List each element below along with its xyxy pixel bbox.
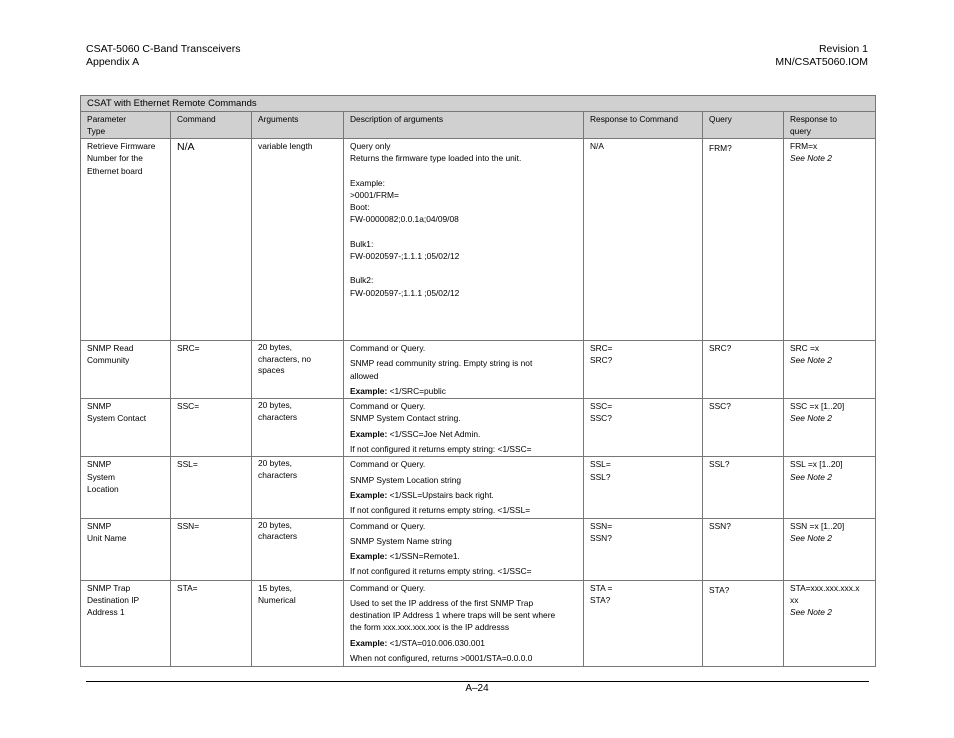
parameter-type-cell: Retrieve Firmware Number for the Ethernet board: [81, 139, 171, 341]
command-cell: N/A: [171, 139, 252, 341]
table-header-row: [81, 112, 876, 139]
response-to-command-cell: SSC= SSC?: [584, 399, 703, 457]
table-title: CSAT with Ethernet Remote Commands: [81, 96, 876, 112]
description-cell: Command or Query. SNMP System Contact string. Example: <1/SSC=Joe Net Admin. If not configured it returns empty string: <1/SSC=: [344, 399, 584, 457]
command-cell: SSL=: [171, 457, 252, 518]
command-cell: STA=: [171, 580, 252, 666]
arguments-cell: 20 bytes, characters: [252, 518, 344, 580]
page-number: A–24: [465, 683, 489, 694]
parameter-type-cell: SNMP System Contact: [81, 399, 171, 457]
revision-label: Revision 1: [818, 43, 868, 55]
parameter-type-cell: SNMP Read Community: [81, 341, 171, 399]
note-reference: See Note 2: [790, 607, 832, 618]
response-to-command-cell: SSN= SSN?: [584, 518, 703, 580]
response-to-command-cell: STA = STA?: [584, 580, 703, 666]
command-cell: SSC=: [171, 399, 252, 457]
remote-commands-table: [80, 95, 876, 667]
query-cell: SRC?: [703, 341, 784, 399]
page-header-right: [775, 43, 868, 68]
column-header-description: Description of arguments: [344, 112, 584, 139]
document-number: MN/CSAT5060.IOM: [775, 55, 868, 68]
note-reference: See Note 2: [790, 471, 832, 482]
column-header-response-to-query: Response to query: [784, 112, 876, 139]
table-row: [81, 580, 876, 666]
note-reference: See Note 2: [790, 532, 832, 543]
description-cell: Query only Returns the firmware type loaded into the unit. Example: >0001/FRM= Boot: FW-0000082;0.0.1a;04/09/08 Bulk1: FW-0020597-;1.1.1 ;05/02/12 Bulk2: FW-0020597-;1.1.1 ;05/02/12: [344, 139, 584, 341]
arguments-cell: 20 bytes, characters: [252, 457, 344, 518]
note-reference: See Note 2: [790, 153, 832, 164]
query-cell: FRM?: [703, 139, 784, 341]
note-reference: See Note 2: [790, 355, 832, 366]
footer-divider: [86, 681, 869, 682]
note-reference: See Note 2: [790, 413, 832, 424]
response-to-query-cell: SSL =x [1..20] See Note 2: [784, 457, 876, 518]
command-cell: SSN=: [171, 518, 252, 580]
parameter-type-cell: SNMP Trap Destination IP Address 1: [81, 580, 171, 666]
appendix-label: Appendix A: [86, 55, 140, 68]
query-cell: STA?: [703, 580, 784, 666]
response-to-query-cell: SSN =x [1..20] See Note 2: [784, 518, 876, 580]
response-to-query-cell: FRM=x See Note 2: [784, 139, 876, 341]
arguments-cell: 20 bytes, characters: [252, 399, 344, 457]
table-row: [81, 341, 876, 399]
arguments-cell: 15 bytes, Numerical: [252, 580, 344, 666]
response-to-command-cell: SSL= SSL?: [584, 457, 703, 518]
description-cell: Command or Query. SNMP read community string. Empty string is not allowed Example: <1/SRC=public: [344, 341, 584, 399]
column-header-response-to-command: Response to Command: [584, 112, 703, 139]
column-header-query: Query: [703, 112, 784, 139]
table-row: [81, 139, 876, 341]
response-to-query-cell: STA=xxx.xxx.xxx.x xx See Note 2: [784, 580, 876, 666]
column-header-parameter-type: Parameter Type: [81, 112, 171, 139]
command-cell: SRC=: [171, 341, 252, 399]
response-to-command-cell: N/A: [584, 139, 703, 341]
table-row: [81, 399, 876, 457]
page-header-left: [86, 43, 240, 68]
document-title: CSAT-5060 C-Band Transceivers: [86, 43, 241, 55]
response-to-query-cell: SSC =x [1..20] See Note 2: [784, 399, 876, 457]
column-header-command: Command: [171, 112, 252, 139]
query-cell: SSN?: [703, 518, 784, 580]
response-to-query-cell: SRC =x See Note 2: [784, 341, 876, 399]
parameter-type-cell: SNMP Unit Name: [81, 518, 171, 580]
description-cell: Command or Query. SNMP System Location string Example: <1/SSL=Upstairs back right. If not configured it returns empty string. <1/SSL=: [344, 457, 584, 518]
table-row: [81, 457, 876, 518]
query-cell: SSC?: [703, 399, 784, 457]
arguments-cell: 20 bytes, characters, no spaces: [252, 341, 344, 399]
description-cell: Command or Query. SNMP System Name string Example: <1/SSN=Remote1. If not configured it returns empty string. <1/SSC=: [344, 518, 584, 580]
arguments-cell: variable length: [252, 139, 344, 341]
description-cell: Command or Query. Used to set the IP address of the first SNMP Trap destination IP Address 1 where traps will be sent where the form xxx.xxx.xxx.xxx is the IP addresss Example: <1/STA=010.006.030.001 When not configured, returns >0001/STA=0.0.0.0: [344, 580, 584, 666]
table-row: [81, 518, 876, 580]
column-header-arguments: Arguments: [252, 112, 344, 139]
table-title-row: [81, 96, 876, 112]
parameter-type-cell: SNMP System Location: [81, 457, 171, 518]
response-to-command-cell: SRC= SRC?: [584, 341, 703, 399]
query-cell: SSL?: [703, 457, 784, 518]
